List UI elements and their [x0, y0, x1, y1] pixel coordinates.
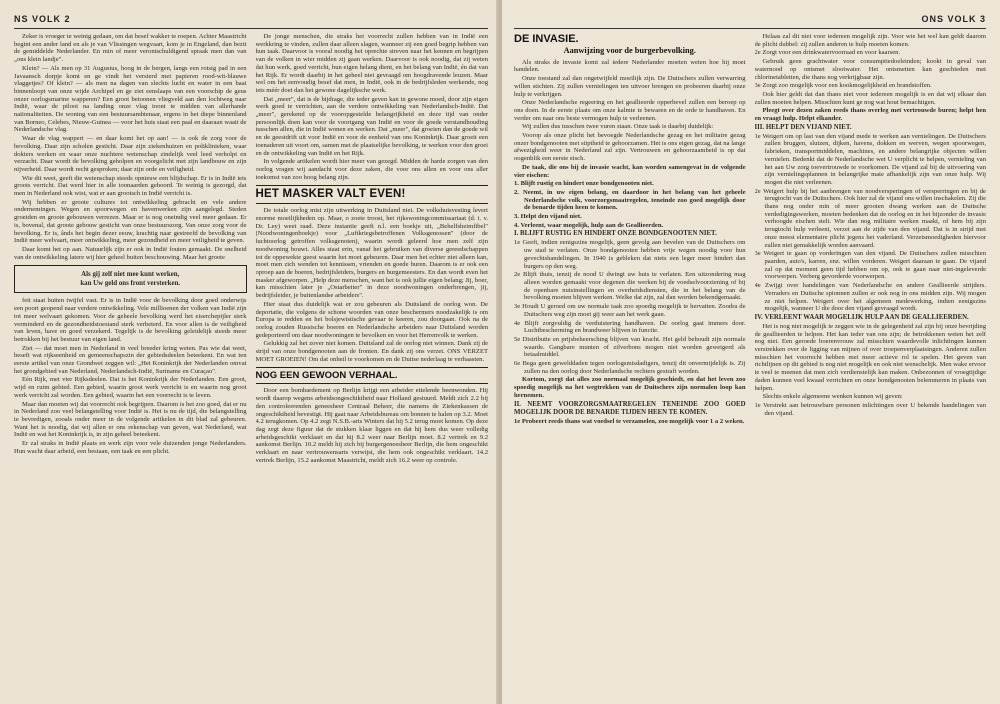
article-paragraph: Daar komt het op aan. Natuurlijk zijn er ook in Indië fouten gemaakt. De snelheid van de ontwikkeling latere wij hier geheel buiten beschouwing. Maar het groote	[14, 245, 247, 261]
article-paragraph: Slechts enkele algemeene wenken kunnen wij geven:	[762, 393, 903, 401]
article-paragraph: Zeker is vroeger te weinig gedaan, om dat besef wakker te roepen. Achter Maastricht begint een ander land en als je van Vlissingen wegvaart, kom je in Engeland, dan bezit de gemiddelde Nederlander. En min of meer verontschuldigend spraak men dan van „ons klein landje".	[14, 33, 247, 64]
left-page	[0, 0, 498, 704]
article-paragraph: Als straks de invasie komt zal iedere Nederlander moeten weten hoe hij moet handelen.	[514, 58, 746, 74]
right-columns	[514, 33, 986, 687]
article-paragraph: De taak, die ons bij de invasie wacht, kan worden samengevat in de volgende vier eischen:	[514, 163, 746, 179]
article-paragraph: Hier staat dus duidelijk wat er zou gebeuren als Duitsland de oorlog won. De deportatie, die volgens de schone woorden van onze beschermers noodzakelijk is om Europa te redden en het bolsjewistische gevaar te keeren, zou doorgaan. Ook na de oorlog zouden Russische boeren en Nederlandsche arbeiders naar Duitsland worden gedeporteerd om daar noodwoningen te bevolken en voor het Herrenvolk te werken.	[255, 300, 488, 339]
left-columns	[14, 33, 488, 687]
column-1	[14, 33, 247, 687]
article-paragraph: Maar dan moeten wij dat voorrecht ook begrijpen. Daarom is het zoo goed, dat er nu in Nederland zoo veel belangstelling voor Indië is. Het is nu de tijd, die belangstelling te bevredigen, zooals onder meer in de volgende artikelen in dit blad zal gebeuren. Want het is noodig, dat wij allen er ons rekenschap van geven, wat Nederland, wat Indië en wat het Koninkrijk is, in zijn geheel beteekent.	[14, 400, 247, 439]
slogan-line-1: Als gij zelf niet mee kunt werken,	[81, 271, 180, 279]
article-paragraph: Wij zullen dus tusschen twee vuren staan. Onze taak is daarbij duidelijk:	[522, 123, 714, 131]
list-item: 3. Helpt den vijand niet.	[514, 213, 582, 221]
column-4	[755, 33, 987, 687]
article-paragraph: Onze Nederlandsche regeering en het geallieerde opperbevel zullen een beroep op ons doen. In de eerste plaats om onze kalmte te bewaren en de orde te handhaven. En verder om naar ons beste vermogen hulp te verleenen.	[514, 99, 746, 122]
list-item: 3e Zorgt zoo mogelijk voor een kookmogelijkheid en brandstoffen.	[754, 82, 932, 90]
list-item: 1. Blijft rustig en hindert onze bondgenooten niet.	[514, 180, 654, 188]
article-paragraph: Gelukkig zal het zover niet komen. Duitsland zal de oorlog niet winnen. Dank zij de strijd van onze bondgenooten aan de fronten. En dank zij ons verzet. ONS VERZET MOET GROEIEN! Om dat onheil te voorkomen en de Duitse nederlaag te verhaasten.	[255, 340, 488, 363]
article-paragraph: Door een bombardement op Berlijn krijgt een arbeider ettelende beenwonden. Hij wordt daarop wegens arbeidsongeschiktheid naar Holland gestuurd. Meldt zich 2.2 bij den controleerenden geneesheer Centraal Beheer, die namens de Ziekenkassen de ongeschiktheid bevestigt. Hij gaat naar Arbeidsbureau om bonnen te halen op 3.2. Moet 4.2 terugkomen. Op 4.2 zegt N.S.B.-arts Winters dat hij 5.2 terug moet komen. Op deze dag zegt deze figuur dat de stukken klaar liggen en dat hij hem dus weer volledig arbeidsgeschikt verklaart en dat hij 8.2 weer naar Berlijn moet. 8.2 vertrek en 9.2 aankomst Berlijn. 10.2 meldt hij zich bij burgergeneesheer Berlijn, die hem ongeschikt verklaart en naar vertrouwensarts verwijst, die hem ook ongeschikt verklaart. 14.2 vertrek Berlijn, 15.2 aankomst Maastricht, meldt zich 16.2 weer op controle.	[255, 387, 488, 464]
article-paragraph: Wie dit weet, geeft die wetenschap steeds opnieuw een blijdschap. Er is in Indië iets groots verricht. Dat werd hier in alle toonaarden gehoord. Te weinig is gezorgd, dat men in Nederland ook wist, wat er aan grootsch in Indië verricht is.	[14, 174, 247, 198]
list-item: 1e Probeert reeds thans wat voedsel te verzamelen, zoo mogelijk voor 1 a 2 weken.	[514, 417, 745, 425]
headline-invasie: DE INVASIE.	[514, 33, 579, 45]
list-item: 1e Geeft, indien eenigszins mogelijk, geen gevolg aan bevelen van de Duitschers om uw stad te verlaten. Onze bondgenooten hebben vrije wegen noodig voor hun gevechtshandelingen. In 1940 is gebleken dat niets een leger meer hindert dan burgers op den weg.	[514, 239, 746, 270]
page-header-left: NS VOLK 2	[14, 14, 488, 29]
list-item: 4e Zwijgt over handelingen van Nederlandsche en andere Geallieerde strijders. Verraders en Duitsche spionnen zullen er ook nog in ons midden zijn. Wij mogen ze niet helpen. Weigert over het algemeen medewerking, indien eenigszins mogelijk, wanneer U die door den vijand gevraagd wordt.	[754, 282, 986, 313]
article-paragraph: Ook hier geldt dat dan thans niet voor iedereen mogelijk is en dat wij elkaar dan zullen moeten helpen. Misschien kunt ge nog wat hout bemachtigen.	[754, 90, 986, 106]
article-paragraph: Eén Rijk, met vier Rijksdeelen. Dat is het Koninkrijk der Nederlanden. Een groot, wijd en ruim gebied. Een gebied, waarin groot werk verricht is en waarin nog groot werk verricht zal worden. Een gebied, waarin het een voorrecht is te leven.	[14, 376, 247, 399]
column-3	[514, 33, 746, 687]
article-paragraph: Kortom, zorgt dat alles zoo normaal mogelijk geschiedt, en dat het leven zoo spoedig mogelijk na het wegtrekken van de Duitschers zijn normalen loop kan hernemen.	[514, 376, 746, 399]
slogan-line-2: kan Uw geld ons front versterken.	[80, 280, 181, 288]
article-paragraph: Gebruik geen grachtwater voor consumptiedoeleinden; kookt in geval van waternood op ontsmet slootwater. Het ontsmetten kan geschieden met chlorinetabletten, die thans nog verkrijgbaar zijn.	[754, 58, 986, 81]
list-item: 2e Zorgt voor een drinkwatervoorraad en voor kaarsen.	[754, 49, 901, 57]
article-paragraph: Waar de vlag wappert — en daar komt het op aan! — is ook de zorg voor de bevolking. Daar zijn scholen gesticht. Daar zijn ziekenhuizen en poliklinieken, waar dokters werken en waar onze nuchtere wetenschap zindelijk veel leed verholpt en verzacht. Daar wordt de bevolking geholpen en voorgelicht met zijn landbouw en zijn nijverheid. Daar wordt recht gesproken; daar zijn orde en veiligheid.	[14, 135, 247, 173]
article-paragraph: Wij hebben er groote cultures tot ontwikkeling gebracht en vele andere ondernemingen. Wegen en spoorwegen en havenwerken zijn aangelegd. Steden groeiden en groote gebouwen verrezen. Maar er is nog oneindig veel meer gedaan. Er is, bovenal, dat groote gebouw gesticht van onze bestuurszorg. Van onze zorg voor de bevolking. Er is, ânds het begin dezer eeuw, krachtig naar gestreefd de bevolking van Indië meer welvaart, meer ontwikkeling, meer gezondheid en meer veiligheid te geven.	[14, 198, 247, 245]
article-paragraph: Klein? — Als men op 31 Augustus, hoog in de bergen, langs een rotsig pad in een Javaansch dorpje komt en ge vindt het versierd met papieren rood-wit-blauwe vlaggetjes? Of klein? — als men na dagen van slechts lucht en water in een baai binnenloopt van onze wijde Archipel en ge ziet eenslaaps van een voorschip de geus onzer oorlogsmarine wapperen? Een groot betoonen vliegveld aan den lochtweg naar Indië, waar de piloot na landing onze vlag toont te midden van allerhande nationaliteiten. De woning van een bestuursambtenaar, ergens in het diepe binnenland van Borneo, Celebes, Nieuw-Guinea — voor het huis staat een paal en daaraan waait de Nederlandsche vlag.	[14, 64, 247, 134]
boxed-slogan	[14, 265, 247, 293]
list-item: 2e Weigert hulp bij het aanbrengen van noodversperingen of versperringen en bij de terugtocht van de Duitschers. Ook hier zal de vijand ons willen inschakelen. Zij die thans nog onder min of meer grooten dwang werken aan de Duitsche verdedigingswerken, moeten bedenken dat de oorlog en in het bijzonder de invasie verhoogde eischen stelt. Wie dan nog militaire werken maakt, of hem bij zijn terugtocht hulp verleent, verzet aan de zijde van den vijand. Dat is in strijd met onze meest elementaire plicht jegens het vaderland. Verzetsmoedigheden hiervoor zullen niet gemakkelijk worden aanvaard.	[754, 187, 986, 249]
article-paragraph: Het is nog niet mogelijk te zeggen wie in de gelegenheid zal zijn bij onze bevrijding de geallieerden te helpen. Het kan ieder van ons zijn; de betrokkenen weten het zelf nog niet. Een geroede boerenvrouw zal misschien waardevolle inlichtingen kunnen verstrekken over de ligging van mijnen of over troepenverplaatsingen. Anderen zullen misschien het voorrecht hebben met meer actieve rol te spelen. Het geven van richtlijnen op dit gebied is nog niet mogelijk en ook niet wenschelijk. Men wake ervoor te veel te meenen dat men zich verdienstelijk kan maken. Onbezonnen of vroegtijdige daden kunnen veel kwaad verrichten en onze bondgenooten belemmeren in plaats van helpen.	[754, 322, 986, 392]
list-item: 6e Bega geen gewelddaden tegen oorlogsmisdadigers, tenzij dit onvermijdelijk is. Zij zullen na den oorlog door Nederlandsche rechters gestraft worden.	[514, 360, 746, 375]
list-item: 2e Blijft thuis, tenzij de nood U dwingt uw huis te verlaten. Een uitzondering mag alleen worden gemaakt voor degenen die werken bij de voedselvoorziening of bij de openbare nutsinstellingen en overheidsdiensten, die in het belang van de bevolking moeten blijven werken. Welke dat zijn, zal dan worden bekendgemaakt.	[514, 271, 746, 302]
section-heading: IV. VERLEENT WAAR MOGELIJK HULP AAN DE GEALLIEERDEN.	[754, 313, 969, 321]
headline-verhaal: NOG EEN GEWOON VERHAAL.	[256, 367, 489, 384]
section-heading: I. BLIJFT RUSTIG EN HINDERT ONZE BONDGENOOTEN NIET.	[514, 230, 717, 238]
list-item: 1e Verstrekt aan betrouwbare personen inlichtingen over U bekende handelingen van den vijand.	[754, 401, 986, 417]
list-item: 3e Weigert te gaan op vorderingen van den vijand. De Duitschers zullen misschien paarden, auto's, karren, enz. willen vorderen. Weigert daaraan te gaan. De vijand zal op dat moment geen tijd hebben om op, ook te gaan naar niet-ingeleverde voorwerpen. Verberg gevorderde voorwerpen.	[754, 250, 986, 281]
article-paragraph: De totale oorlog mist zijn uitwerking in Duitsland niet. De volkshuisvesting levert enorme moeilijkheden op. Maar, o zoete troost, het rijkswoningcommissariaat (d. i. v. Dr. Ley) weet raad. Deze instantie geeft n.l. een boekje uit, „Behelfsheimfibel" (Noodwoningenboekje) voor „Luftkriegsbetroffenen Volksgenossen" (door de luchtoorlog getroffen volksgenoten), waarin wordt geleerd hoe men zelf zijn noodwoning bouwt. Alles staat erin, vanaf het gebruiken van diverse gereedschappen tot de oppewekte geest waarin het moet gebeuren. Daar men het echter niet alleen kan, moet men zich wenden tot kennissen, vrienden en goede buren. Daarom is er ook een oproep aan de boeren, bedrijfsleiders, burgers en burgemeesters. En dan wordt even het masker afgeworpen. „Help deze menschen, want het is ook jullie eigen belang; Jij, boer, kan misschien later je „Ostarbeiter" in deze noodwoningen onderbrengen, jij, bedrijfsleider, je buitenlandse arbeiders".	[255, 207, 488, 300]
section-heading: III. HELPT DEN VIJAND NIET.	[754, 123, 852, 131]
article-paragraph: Voorop als onze plicht het bevoegde Nederlandsche gezag en het militaire gezag onzer bondgenooten met stiptheid te gehoorzamen. Het is ons eigen gezag, dat na lange afwezigheid weer in Nederland zal zijn. Vertrouwen en gehoorzaamheid is op dat oogenblik een eerste eisch.	[514, 132, 746, 163]
list-item: 5e Distributie en prijsbeheersching blijven van kracht. Het geld behoudt zijn normale waarde. Gangbare munten of zilverbons mogen niet worden geweigerd als betaalmiddel.	[514, 335, 746, 359]
article-paragraph: In volgende artikelen wordt hier meer van gezegd. Midden de harde zorgen van den oorlog vragen wij aandacht voor deze zaken, die voor ons allen en voor ons aller toekomst van zoo hoog belang zijn.	[255, 158, 488, 181]
article-paragraph: Helaas zal dit niet voor iedereen mogelijk zijn. Voor wie het wel kan geldt daarom de plicht dubbel: zij zullen anderen te hulp moeten komen.	[754, 33, 986, 48]
article-paragraph: Er zal straks in Indië plaats en werk zijn voor vele duizenden jonge Nederlanders. Hun wacht daar arbeid, een bestaan, een taak en een plicht.	[14, 440, 247, 455]
right-page	[502, 0, 1000, 704]
article-paragraph: Ziet — dat moet men in Nederland in veel breeder kring weten. Pas wie dat weet, beseft wat rijkseenheid en gemeenschapszin der gebiedsdeelen beteekent. En wat ten eerste artikel van onze Grondwet zeggen wil: „Het Koninkrijk der Nederlanden omvat het grondgebied van Nederland, Nederlandsch-Indië, Suriname en Curaçao".	[14, 344, 247, 375]
article-paragraph: Dat „meer", dat is de bijdrage, die ieder geven kan in gewone moed, door zijn eigen werk goed te verrichten, aan de verdere ontwikkeling van Nederlandsch-Indië. Dat „meer", gerekend op de vooropgestelde belangrijkheid en deze tijd van onder persoonlijk doen kan voor de voortgang van Indië en voor de goede verstandhouding tusschen allen, die in Indië wonen en werken. Dat „meer", dat groeien dan de goede wil en de geestdrift uit voor Indië en voor de eenheid van ons Koninkrijk. Daar groeit een toenaderen uit voort om, samen met de plaatselijke bevolking, te werken voor den groei en de ontwikkeling van Indië en het Rijk.	[255, 95, 488, 157]
list-item: 2. Neemt, in uw eigen belang, en daardoor in het belang van het geheele Nederlandsche volk, voorzorgsmaatregelen, teneinde zoo goed mogelijk door de benarde tijden heen te komen.	[514, 188, 746, 212]
article-paragraph: Pleegt over dezen zaken reeds thans overleg met vertrouwde buren; helpt hen en vraagt hulp. Helpt elkander.	[754, 107, 986, 123]
article-paragraph: Onze toestand zal dan ongetwijfeld moeilijk zijn. De Duitschers zullen verwarring willen stichten. Zij zullen vernielingen ten uitvoer brengen en probeeren daarbij onze hulp te verkrijgen.	[514, 75, 746, 98]
column-2	[256, 33, 489, 687]
list-item: 3e Houdt U geroed om uw normale taak zoo spoedig mogelijk te hervatten. Zoodra de Duitschers weg zijn moet gij weer aan het werk gaan.	[514, 303, 746, 318]
article-paragraph: feit staat buiten twijfel vast. Er is in Indië voor de bevolking door goed onderwijs een poort geopend naar verdere ontwikkeling. Vele millioenen der volken van Indië zijn tot meer welvaart gekomen. Voor de geheele bevolking werd het eiserchepijler sterk verminderd en de gezondheidstoestand sterk verbeterd. En voor allen is de veiligheid van leven, have en goed verzekerd. Tegelijk is de bevolking geleidelijk steeds meer betrokken bij het bestuur van eigen land.	[14, 297, 247, 343]
headline-masker: HET MASKER VALT EVEN!	[256, 185, 489, 204]
subheadline-invasie: Aanwijzing voor de burgerbevolking.	[563, 46, 696, 55]
list-item: 4e Blijft zorgvuldig de verduistering handhaven. De oorlog gaat immers door. Luchtbescherming en brandweer blijven in functie.	[514, 319, 746, 335]
page-header-right: ONS VOLK 3	[514, 14, 986, 29]
article-paragraph: De jonge menschen, die straks het voorrecht zullen hebben van in Indië een werkkring te vinden, zullen daar alleen slagen, wanneer zij een goed begrip hebben van hun taak. Daarvoor is vooral noodig het oprechte streven naar het kennen en begrijpen van de volken in wier midden zij gaan werken. Daarvoor is ook noodig, dat zij weten dat hun werk, goed verricht, hun eigen belang dient, en het belang van Indië, én dat van het Rijk. Er wordt daarbij in het geheel niet gevraagd om hoogdravende leuzen. Maar wel om het eenvoudig besef dat men, in Indië, ook in de bedrijfsleden werkende, nog iets méér doet dan het gewone dagelijksche werk.	[255, 33, 488, 94]
list-item: 1e Weigert om op last van den vijand mede te werken aan vernielingen. De Duitschers zullen bruggen, sluizen, dijken, havens, dokken en werven, wegen spoorwegen, fabrieken, transportmiddelen, machines, en andere belangrijke objecten willen vernielen. Bedenkt dat de Nederlandsche wet U verplicht te helpen, vernieling van het aan Uw zorg toevertrouwde te voorkomen. De vijand zal bij de uitvoering van zijn vernielingsplannen in belangrijke mate afhankelijk zijn van onze hulp. Wij mogen die niet verleenen.	[754, 132, 986, 186]
section-heading: II. NEEMT VOORZORGSMAATREGELEN TENEINDE ZOO GOED MOGELIJK DOOR DE BENARDE TIJDEN HEEN TE KOMEN.	[514, 400, 746, 416]
list-item: 4. Verleent, waar mogelijk, hulp aan de Geallieerden.	[514, 221, 664, 229]
